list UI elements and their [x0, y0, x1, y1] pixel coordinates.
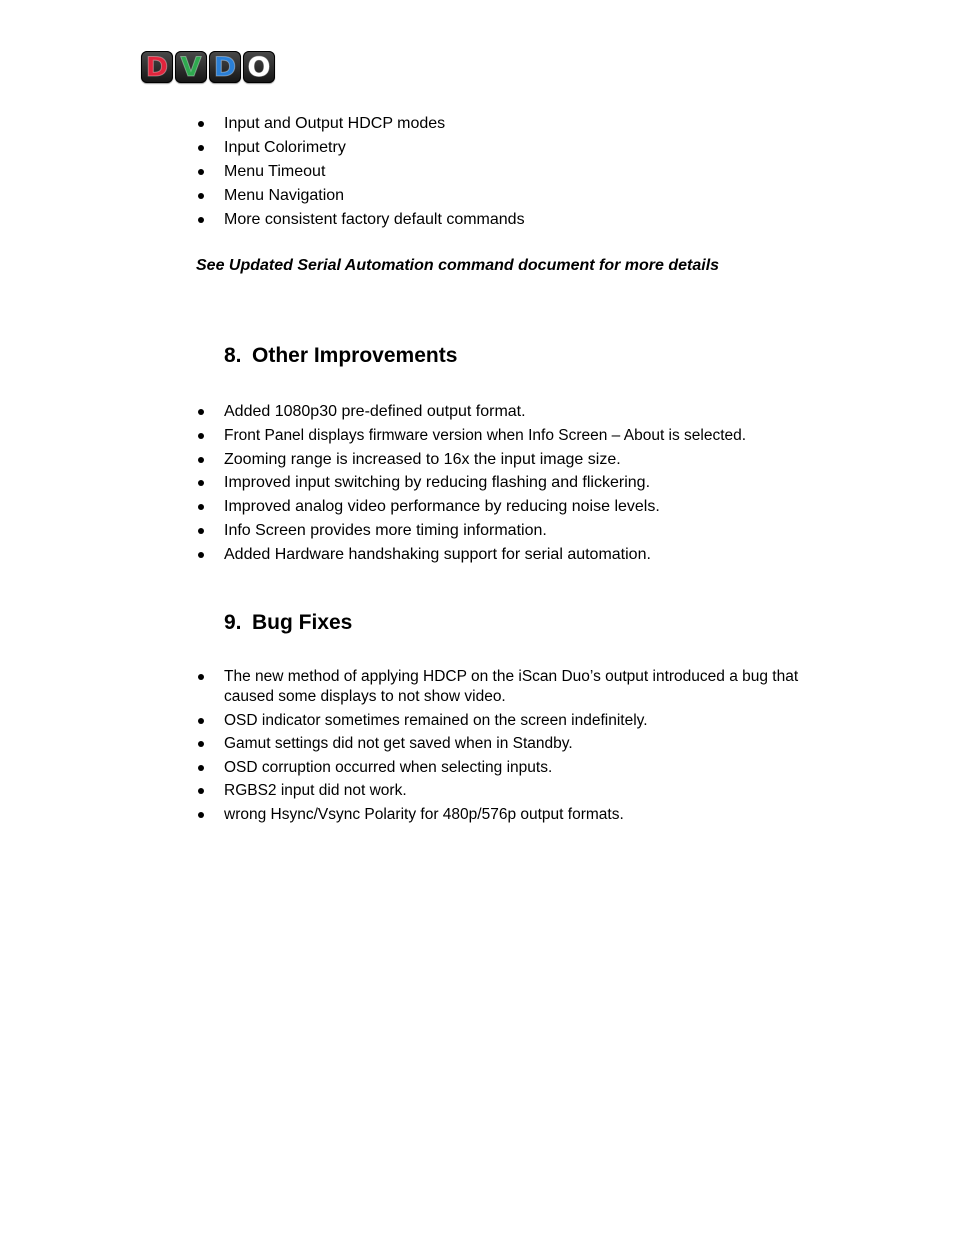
logo-tile-d1	[141, 51, 173, 83]
list-item: Front Panel displays firmware version when Info Screen – About is selected.	[196, 426, 746, 446]
dvdo-logo	[141, 51, 275, 83]
list-item: Input Colorimetry	[196, 138, 525, 158]
list-item: The new method of applying HDCP on the iScan Duo’s output introduced a bug that caused some displays to not show video.	[196, 667, 806, 707]
logo-letter: O	[247, 51, 271, 83]
list-item: Improved analog video performance by reducing noise levels.	[196, 497, 746, 517]
section-title: Other Improvements	[252, 344, 458, 367]
list-item: Zooming range is increased to 16x the input image size.	[196, 450, 746, 470]
logo-letter: V	[180, 51, 202, 83]
list-item: Gamut settings did not get saved when in Standby.	[196, 734, 806, 754]
list-item: Improved input switching by reducing flashing and flickering.	[196, 473, 746, 493]
list-item: OSD indicator sometimes remained on the screen indefinitely.	[196, 711, 806, 731]
serial-automation-note: See Updated Serial Automation command document for more details	[196, 257, 720, 274]
list-item: Menu Timeout	[196, 162, 525, 182]
list-item: Menu Navigation	[196, 186, 525, 206]
section-heading-bug-fixes	[224, 610, 352, 636]
section-number: 9.	[224, 611, 242, 634]
logo-tile-v	[175, 51, 207, 83]
list-item: OSD corruption occurred when selecting inputs.	[196, 758, 806, 778]
list-item: Input and Output HDCP modes	[196, 114, 525, 134]
bug-fixes-list	[196, 667, 806, 829]
other-improvements-list	[196, 402, 746, 569]
logo-letter: D	[145, 51, 169, 83]
section-title: Bug Fixes	[252, 611, 353, 634]
list-item: RGBS2 input did not work.	[196, 781, 806, 801]
list-item: Added 1080p30 pre-defined output format.	[196, 402, 746, 422]
serial-features-list	[196, 114, 525, 234]
list-item: Info Screen provides more timing information.	[196, 521, 746, 541]
logo-tile-d2	[209, 51, 241, 83]
list-item: Added Hardware handshaking support for serial automation.	[196, 545, 746, 565]
logo-letter: D	[213, 51, 237, 83]
list-item: wrong Hsync/Vsync Polarity for 480p/576p output formats.	[196, 805, 806, 825]
logo-tile-o	[243, 51, 275, 83]
section-heading-other-improvements	[224, 343, 457, 369]
section-number: 8.	[224, 344, 242, 367]
list-item: More consistent factory default commands	[196, 210, 525, 230]
